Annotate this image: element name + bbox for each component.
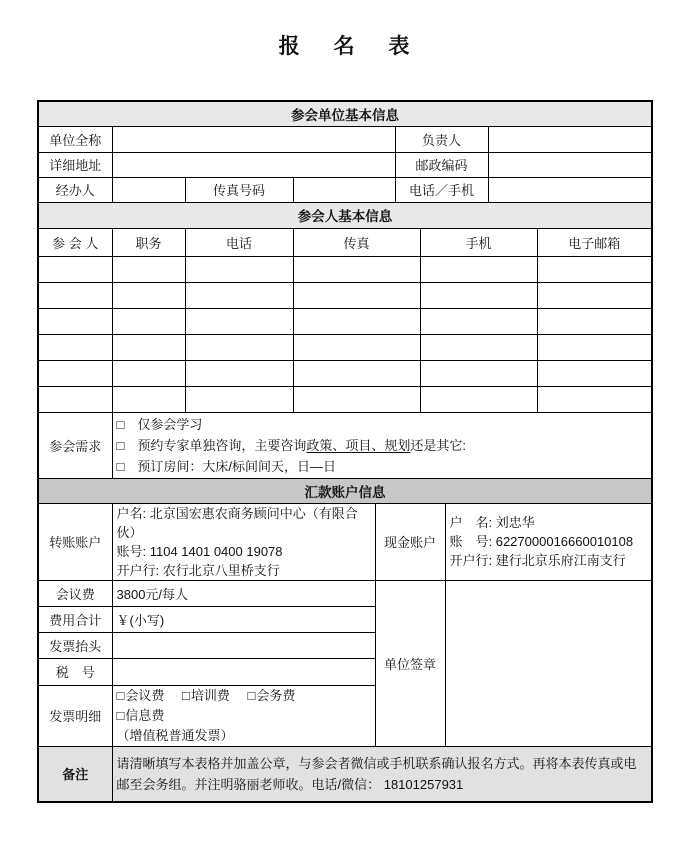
invoice-title-input-cell[interactable] — [112, 632, 375, 658]
participant-cell[interactable] — [112, 282, 185, 308]
postcode-input-cell[interactable] — [488, 152, 652, 177]
handler-input-cell[interactable] — [112, 177, 185, 202]
participant-row — [38, 256, 652, 282]
table-row — [38, 152, 652, 177]
unit-seal-label: 单位签章 — [375, 580, 445, 746]
transfer-account-details — [112, 503, 375, 580]
section-header-remittance: 汇款账户信息 — [38, 478, 652, 503]
table-row — [38, 177, 652, 202]
section-header-unit-info: 参会单位基本信息 — [38, 101, 652, 126]
participant-cell[interactable] — [420, 256, 537, 282]
unit-seal-area[interactable] — [445, 580, 652, 746]
transfer-account-label: 转账账户 — [38, 503, 112, 580]
participant-cell[interactable] — [112, 360, 185, 386]
table-row — [38, 746, 652, 802]
handler-label: 经办人 — [38, 177, 112, 202]
table-row — [38, 202, 652, 228]
tax-number-label: 税 号 — [38, 658, 112, 685]
needs-options-cell — [112, 412, 652, 478]
needs-label: 参会需求 — [38, 412, 112, 478]
invoice-option-conference — [248, 686, 296, 706]
needs-option-3-text: 预订房间：大床/标间间天，日—日 — [137, 458, 336, 474]
participant-cell[interactable] — [38, 282, 112, 308]
transfer-account-number: 账号: 1104 1401 0400 19078 — [116, 543, 283, 559]
participant-cell[interactable] — [293, 256, 420, 282]
participant-cell[interactable] — [112, 308, 185, 334]
needs-option-2-suffix: 还是其它: — [410, 437, 467, 453]
participant-cell[interactable] — [420, 308, 537, 334]
participant-cell[interactable] — [537, 334, 652, 360]
table-row — [38, 101, 652, 126]
participant-cell[interactable] — [537, 386, 652, 412]
tax-number-input-cell[interactable] — [112, 658, 375, 685]
participant-cell[interactable] — [112, 386, 185, 412]
manager-input-cell[interactable] — [488, 126, 652, 152]
participant-row — [38, 360, 652, 386]
participant-row — [38, 308, 652, 334]
invoice-option-conference-text: 会务费 — [256, 687, 296, 703]
remark-label: 备注 — [38, 746, 112, 802]
participant-cell[interactable] — [38, 386, 112, 412]
transfer-account-name: 户名: 北京国宏惠农商务顾问中心（有限合伙） — [116, 505, 358, 540]
participant-cell[interactable] — [185, 256, 293, 282]
needs-option-1 — [117, 414, 648, 435]
participant-cell[interactable] — [293, 308, 420, 334]
checkbox-icon[interactable]: □ — [247, 687, 256, 703]
cash-account-details — [445, 503, 652, 580]
participant-cell[interactable] — [293, 334, 420, 360]
address-input-cell[interactable] — [112, 152, 395, 177]
invoice-option-information — [117, 706, 165, 726]
meeting-fee-label: 会议费 — [38, 580, 112, 606]
checkbox-icon[interactable]: □ — [116, 416, 125, 432]
fax-input-cell[interactable] — [293, 177, 395, 202]
table-row — [38, 228, 652, 256]
participant-cell[interactable] — [293, 282, 420, 308]
checkbox-icon[interactable]: □ — [116, 458, 125, 474]
participant-cell[interactable] — [38, 334, 112, 360]
section-header-participants: 参会人基本信息 — [38, 202, 652, 228]
column-header-fax: 传真 — [293, 228, 420, 256]
participant-cell[interactable] — [38, 308, 112, 334]
participant-cell[interactable] — [293, 360, 420, 386]
remark-text: 请清晰填写本表格并加盖公章，与参会者微信或手机联系确认报名方式。再将本表传真或电邮至会务组。并注明骆丽老师收。电话/微信： 18101257931 — [112, 746, 652, 802]
participant-cell[interactable] — [185, 386, 293, 412]
transfer-account-bank: 开户行: 农行北京八里桥支行 — [116, 562, 280, 578]
participant-cell[interactable] — [537, 360, 652, 386]
participant-cell[interactable] — [185, 308, 293, 334]
needs-option-2 — [117, 435, 648, 456]
phone-label: 电话／手机 — [395, 177, 488, 202]
invoice-detail-options — [112, 685, 375, 746]
phone-input-cell[interactable] — [488, 177, 652, 202]
participant-cell[interactable] — [185, 282, 293, 308]
checkbox-icon[interactable]: □ — [116, 687, 125, 703]
column-header-telephone: 电话 — [185, 228, 293, 256]
page-title: 报 名 表 — [278, 35, 424, 58]
needs-option-3 — [117, 456, 648, 477]
table-row — [38, 478, 652, 503]
meeting-fee-value: 3800元/每人 — [112, 580, 375, 606]
manager-label: 负责人 — [395, 126, 488, 152]
column-header-position: 职务 — [112, 228, 185, 256]
participant-cell[interactable] — [420, 386, 537, 412]
participant-cell[interactable] — [537, 308, 652, 334]
total-fee-value[interactable]: ￥(小写) — [112, 606, 375, 632]
table-row — [38, 412, 652, 478]
participant-cell[interactable] — [38, 360, 112, 386]
fax-label: 传真号码 — [185, 177, 293, 202]
column-header-participant: 参 会 人 — [38, 228, 112, 256]
invoice-detail-note: （增值税普通发票） — [116, 727, 234, 743]
participant-row — [38, 386, 652, 412]
participant-cell[interactable] — [185, 360, 293, 386]
invoice-detail-label: 发票明细 — [38, 685, 112, 746]
participant-cell[interactable] — [112, 256, 185, 282]
needs-option-2-underlined: 政策、项目、规划 — [306, 437, 411, 453]
participant-cell[interactable] — [420, 334, 537, 360]
participant-row — [38, 334, 652, 360]
column-header-email: 电子邮箱 — [537, 228, 652, 256]
participant-cell[interactable] — [185, 334, 293, 360]
participant-row — [38, 282, 652, 308]
cash-account-number: 账 号: 6227000016660010108 — [449, 534, 634, 549]
unit-name-label: 单位全称 — [38, 126, 112, 152]
cash-account-label: 现金账户 — [375, 503, 445, 580]
table-row — [38, 580, 652, 606]
postcode-label: 邮政编码 — [395, 152, 488, 177]
participant-cell[interactable] — [537, 256, 652, 282]
unit-name-input-cell[interactable] — [112, 126, 395, 152]
checkbox-icon[interactable]: □ — [116, 437, 125, 453]
invoice-option-training-text: 培训费 — [190, 687, 230, 703]
table-row — [38, 126, 652, 152]
cash-account-bank: 开户行: 建行北京乐府江南支行 — [449, 553, 626, 568]
cash-account-name: 户 名: 刘忠华 — [449, 515, 535, 530]
checkbox-icon[interactable]: □ — [116, 707, 125, 723]
participant-cell[interactable] — [112, 334, 185, 360]
registration-form-table — [37, 100, 653, 803]
address-label: 详细地址 — [38, 152, 112, 177]
total-fee-label: 费用合计 — [38, 606, 112, 632]
participant-cell[interactable] — [537, 282, 652, 308]
invoice-option-meeting-text: 会议费 — [125, 687, 165, 703]
invoice-title-label: 发票抬头 — [38, 632, 112, 658]
checkbox-icon[interactable]: □ — [182, 687, 190, 703]
needs-option-1-text: 仅参会学习 — [137, 416, 203, 432]
column-header-mobile: 手机 — [420, 228, 537, 256]
participant-cell[interactable] — [420, 360, 537, 386]
invoice-detail-checkboxes — [117, 686, 371, 726]
participant-cell[interactable] — [420, 282, 537, 308]
invoice-option-information-text: 信息费 — [125, 707, 165, 723]
invoice-option-training — [182, 686, 230, 706]
participant-cell[interactable] — [293, 386, 420, 412]
table-row — [38, 503, 652, 580]
participant-cell[interactable] — [38, 256, 112, 282]
invoice-option-meeting — [117, 686, 165, 706]
needs-option-2-prefix: 预约专家单独咨询，主要咨询 — [137, 437, 307, 453]
